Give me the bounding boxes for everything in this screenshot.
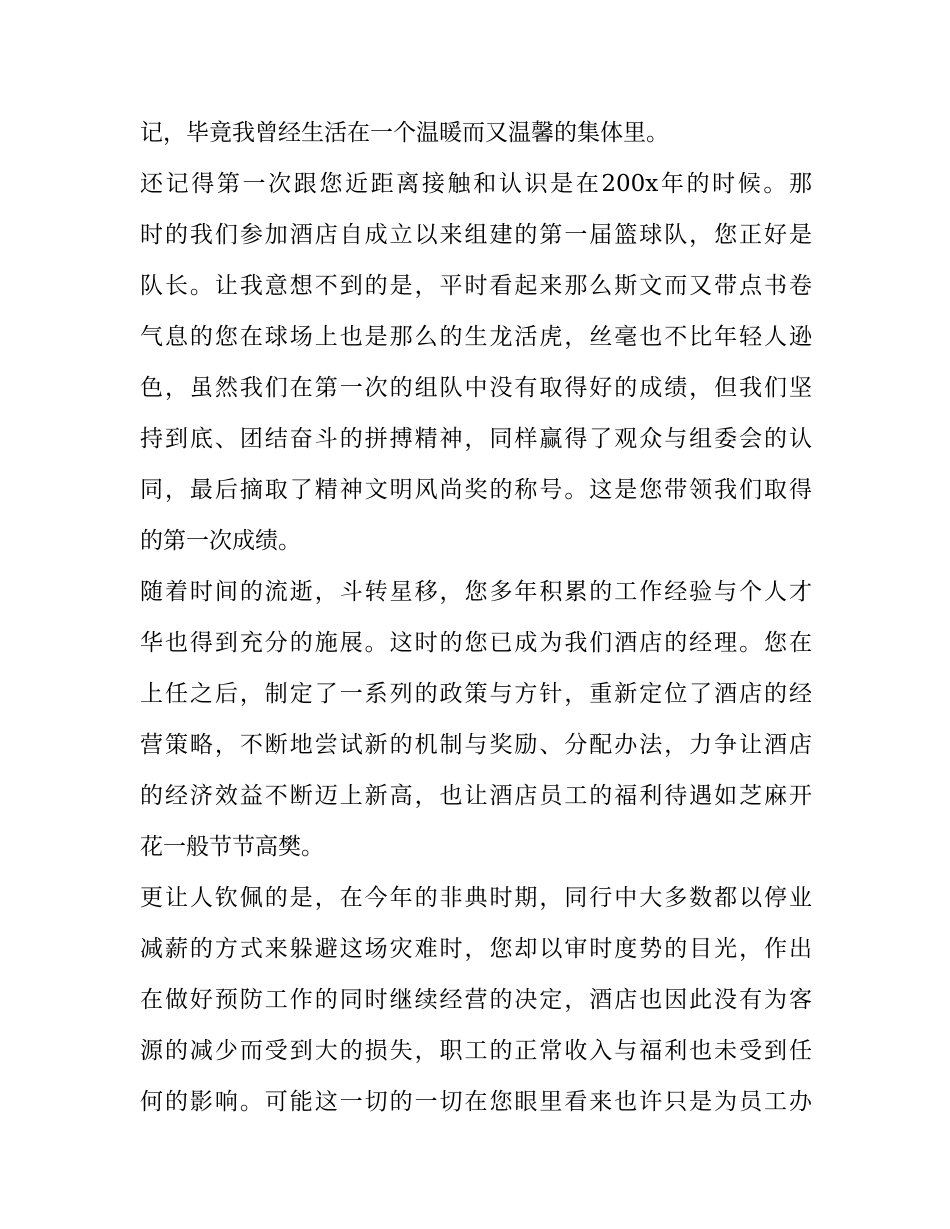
text-line: 上任之后，制定了一系列的政策与方针，重新定位了酒店的经 — [140, 681, 812, 707]
text-line: 还记得第一次跟您近距离接触和认识是在200x年的时候。那 — [140, 171, 812, 197]
text-line: 队长。让我意想不到的是，平时看起来那么斯文而又带点书卷 — [140, 273, 812, 299]
text-line: 营策略，不断地尝试新的机制与奖励、分配办法，力争让酒店 — [140, 732, 812, 758]
text-line: 同，最后摘取了精神文明风尚奖的称号。这是您带领我们取得 — [140, 477, 812, 503]
text-line: 华也得到充分的施展。这时的您已成为我们酒店的经理。您在 — [140, 630, 812, 656]
text-line: 随着时间的流逝，斗转星移，您多年积累的工作经验与个人才 — [140, 579, 812, 605]
text-line: 在做好预防工作的同时继续经营的决定，酒店也因此没有为客 — [140, 987, 812, 1013]
text-line: 减薪的方式来躲避这场灾难时，您却以审时度势的目光，作出 — [140, 936, 812, 962]
text-line: 时的我们参加酒店自成立以来组建的第一届篮球队，您正好是 — [140, 222, 812, 248]
text-line: 记，毕竟我曾经生活在一个温暖而又温馨的集体里。 — [140, 120, 669, 146]
text-line: 气息的您在球场上也是那么的生龙活虎，丝毫也不比年轻人逊 — [140, 324, 812, 350]
text-line: 色，虽然我们在第一次的组队中没有取得好的成绩，但我们坚 — [140, 375, 812, 401]
text-line: 的经济效益不断迈上新高，也让酒店员工的福利待遇如芝麻开 — [140, 783, 812, 809]
text-line: 何的影响。可能这一切的一切在您眼里看来也许只是为员工办 — [140, 1089, 812, 1115]
text-line: 的第一次成绩。 — [140, 528, 301, 554]
text-line: 花一般节节高樊。 — [140, 834, 324, 860]
text-line: 持到底、团结奋斗的拼搏精神，同样赢得了观众与组委会的认 — [140, 426, 812, 452]
text-line: 源的减少而受到大的损失，职工的正常收入与福利也未受到任 — [140, 1038, 812, 1064]
document-page — [140, 108, 812, 1128]
text-line: 更让人钦佩的是，在今年的非典时期，同行中大多数都以停业 — [140, 885, 812, 911]
